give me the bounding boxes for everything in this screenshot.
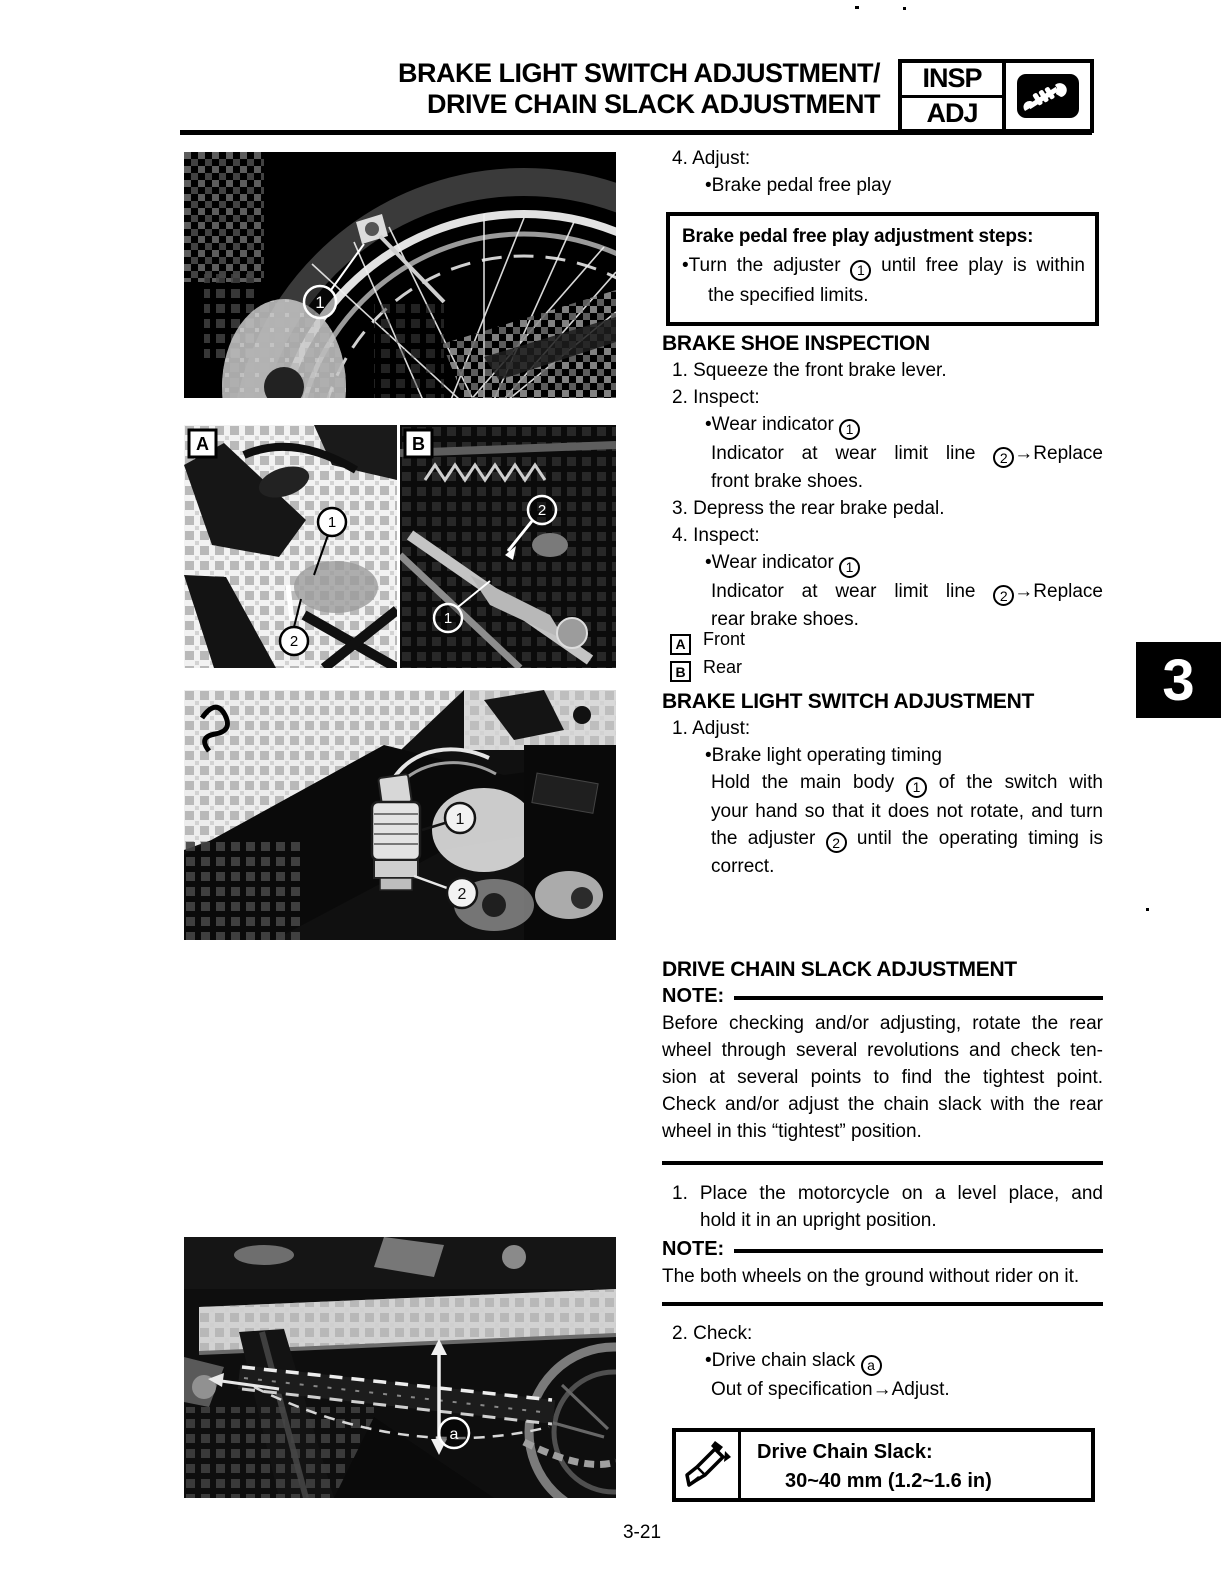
note-row xyxy=(662,983,1103,1010)
scan-speck xyxy=(1146,908,1149,911)
svg-text:B: B xyxy=(412,434,425,454)
circled-1: 1 xyxy=(850,260,871,281)
photo-drive-chain xyxy=(184,1237,616,1498)
svg-text:1: 1 xyxy=(327,514,337,531)
photo-rear-wheel xyxy=(184,152,616,398)
photo-rear-brake xyxy=(400,425,616,668)
note-paragraph-line: wheel through several revolutions and check ten- xyxy=(662,1040,1103,1061)
continuation-line: Indicator at wear limit line 2 →Replace xyxy=(662,440,1103,469)
spec-text xyxy=(741,1432,1091,1498)
section-place xyxy=(662,1180,1103,1234)
list-item: 2. Check: xyxy=(672,1323,753,1344)
note-rule xyxy=(734,1249,1103,1253)
circled-1: 1 xyxy=(839,419,860,440)
section-heading: DRIVE CHAIN SLACK ADJUSTMENT xyxy=(662,958,1017,981)
continuation-line: Indicator at wear limit line 2 →Replace xyxy=(662,578,1103,607)
insp-adj-cells xyxy=(902,63,1006,129)
panel-key-rear: B Rear xyxy=(662,655,1103,683)
vernier-caliper-icon xyxy=(676,1432,741,1498)
callout-label-a xyxy=(439,1418,469,1448)
circled-2: 2 xyxy=(993,447,1014,468)
page-title xyxy=(280,58,880,120)
steps-box-line1: •Turn the adjuster 1 until free play is within xyxy=(682,251,1085,281)
section-brake-shoe xyxy=(662,330,1103,633)
section-adjust-4 xyxy=(662,145,1103,199)
list-item: 1. Adjust: xyxy=(672,718,751,739)
circled-2: 2 xyxy=(826,832,847,853)
list-item: 1. Squeeze the front brake lever. xyxy=(672,360,947,381)
continuation-line: hold it in an upright position. xyxy=(700,1210,937,1231)
circled-1: 1 xyxy=(839,557,860,578)
section-brake-light xyxy=(662,688,1103,880)
bullet-item: •Drive chain slack a xyxy=(662,1347,1103,1376)
note-end-rule xyxy=(662,1302,1103,1306)
note-paragraph-line: Before checking and/or adjusting, rotate the rear xyxy=(662,1013,1103,1034)
photo-front-brake xyxy=(184,425,397,668)
boxed-A: A xyxy=(670,634,691,655)
svg-text:2: 2 xyxy=(457,886,467,903)
photo-brake-wear-indicators xyxy=(184,425,616,668)
steps-box-line2: the specified limits. xyxy=(708,284,869,306)
list-item: 1. Place the motorcycle on a level place, and xyxy=(672,1183,1103,1204)
panel-key xyxy=(662,627,1103,682)
svg-text:1: 1 xyxy=(443,610,453,627)
scan-speck xyxy=(855,6,859,9)
panel-key-front: A Front xyxy=(662,627,1103,655)
circled-2: 2 xyxy=(993,585,1014,606)
spec-value: 30~40 mm (1.2~1.6 in) xyxy=(785,1470,992,1492)
continuation-line: Hold the main body 1 of the switch with xyxy=(662,769,1103,798)
note-paragraph-line: Check and/or adjust the chain slack with the rear xyxy=(662,1094,1103,1115)
svg-text:2: 2 xyxy=(289,633,299,650)
continuation-line: correct. xyxy=(711,856,775,877)
note-rule xyxy=(734,996,1103,1000)
bullet-item: •Brake light operating timing xyxy=(705,745,942,766)
continuation-line: rear brake shoes. xyxy=(711,609,859,630)
svg-text:A: A xyxy=(196,434,209,454)
list-item: 4. Inspect: xyxy=(672,525,760,546)
list-item: 2. Inspect: xyxy=(672,387,760,408)
spec-title: Drive Chain Slack: xyxy=(757,1441,933,1463)
spec-box xyxy=(672,1428,1095,1502)
panel-tag-A xyxy=(189,430,216,457)
page-number: 3-21 xyxy=(622,1522,662,1543)
circled-1: 1 xyxy=(906,777,927,798)
continuation-line: the adjuster 2 until the operating timing is xyxy=(662,825,1103,854)
note-text: The both wheels on the ground without rider on it. xyxy=(662,1266,1080,1287)
svg-text:2: 2 xyxy=(537,502,547,519)
bullet-item: •Wear indicator 1 xyxy=(662,411,1103,440)
note-paragraph-line: wheel in this “tightest” position. xyxy=(662,1121,922,1142)
section-check xyxy=(662,1320,1103,1403)
note-label: NOTE: xyxy=(662,985,725,1007)
continuation-line: Out of specification→Adjust. xyxy=(711,1378,950,1400)
boxed-B: B xyxy=(670,661,691,682)
note-end-rule xyxy=(662,1161,1103,1165)
panel-tag-B xyxy=(405,430,432,457)
scan-speck xyxy=(903,7,906,10)
section-note-2 xyxy=(662,1236,1103,1306)
steps-box-title: Brake pedal free play adjustment steps: xyxy=(682,226,1034,247)
page-title-line1: BRAKE LIGHT SWITCH ADJUSTMENT/ xyxy=(398,58,880,88)
section-heading: BRAKE LIGHT SWITCH ADJUSTMENT xyxy=(662,690,1035,713)
continuation-line: your hand so that it does not rotate, and turn xyxy=(711,800,1103,822)
note-row xyxy=(662,1236,1103,1263)
badge-adj-label: ADJ xyxy=(926,97,978,128)
badge-icon-cell xyxy=(1006,63,1090,129)
bullet-item: •Wear indicator 1 xyxy=(662,549,1103,578)
note-paragraph-line: sion at several points to find the tightest point. xyxy=(662,1067,1103,1088)
list-item: 4. Adjust: xyxy=(672,148,751,169)
steps-box xyxy=(666,212,1099,326)
insp-adj-badge xyxy=(898,59,1094,133)
circled-a: a xyxy=(861,1355,882,1376)
section-heading: BRAKE SHOE INSPECTION xyxy=(662,332,930,355)
page-title-line2: DRIVE CHAIN SLACK ADJUSTMENT xyxy=(426,89,880,119)
svg-text:a: a xyxy=(449,1426,459,1443)
list-item: 3. Depress the rear brake pedal. xyxy=(672,498,945,519)
photo-brake-light-switch xyxy=(184,690,616,940)
header-divider xyxy=(180,130,1092,135)
svg-text:1: 1 xyxy=(455,811,465,828)
badge-insp-label: INSP xyxy=(902,63,1002,98)
bullet-item: •Brake pedal free play xyxy=(705,175,892,196)
continuation-line: front brake shoes. xyxy=(711,471,864,492)
hand-wrench-icon xyxy=(1017,74,1079,118)
halftone-patch xyxy=(184,152,264,282)
chapter-tab: 3 xyxy=(1136,642,1221,718)
note-label: NOTE: xyxy=(662,1238,725,1260)
svg-text:1: 1 xyxy=(315,293,325,312)
section-drive-chain xyxy=(662,956,1103,1165)
